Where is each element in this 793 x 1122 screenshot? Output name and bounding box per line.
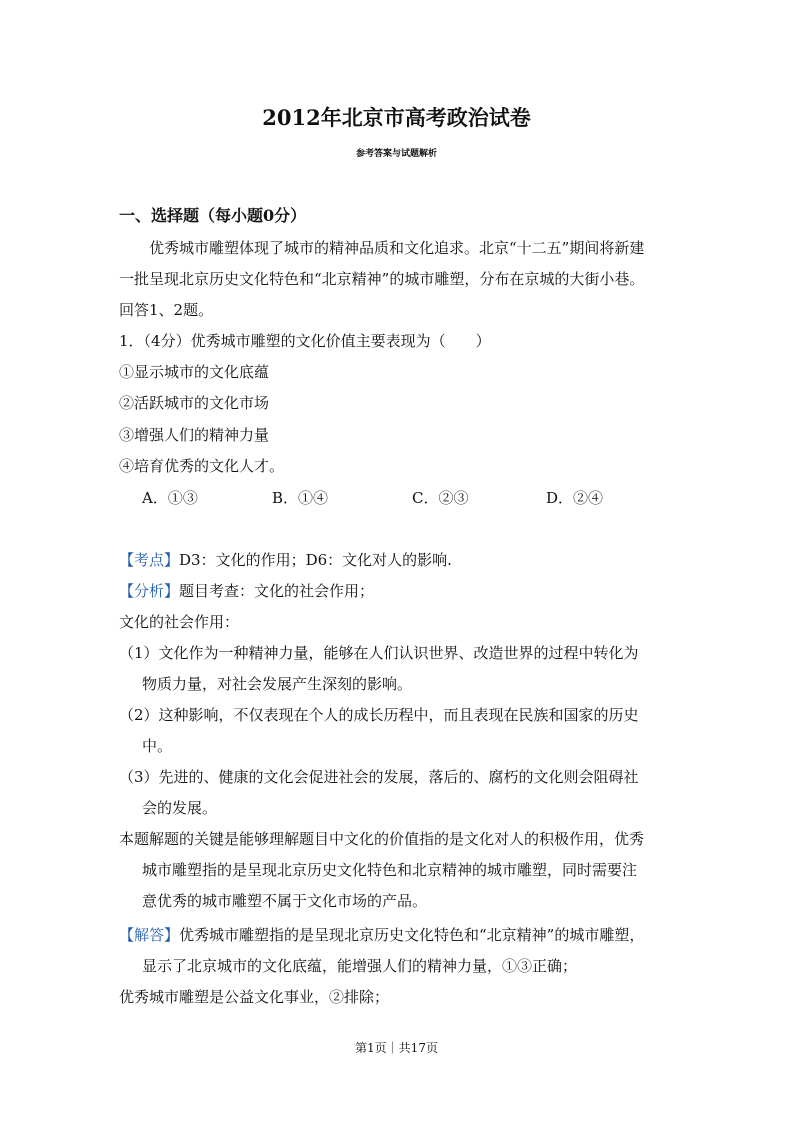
section-heading: 一、选择题（每小题0分） [119, 206, 307, 225]
jieda-line-b: 显示了北京城市的文化底蕴，能增强人们的精神力量，①③正确； [142, 957, 578, 975]
jieda-text-a: 优秀城市雕塑指的是呈现北京历史文化特色和“北京精神”的城市雕塑， [179, 926, 645, 944]
kaodian-tag: 【考点】 [119, 551, 180, 569]
jieda-line-a [119, 925, 679, 945]
key-line-c: 意优秀的城市雕塑不属于文化市场的产品。 [142, 892, 428, 910]
question-stem: 1．（4分）优秀城市雕塑的文化价值主要表现为（ ） [119, 332, 491, 350]
point-1-line-a: （1）文化作为一种精神力量，能够在人们认识世界、改造世界的过程中转化为 [119, 644, 639, 662]
page-footer: 第1页｜共17页 [355, 1041, 438, 1055]
key-line-a: 本题解题的关键是能够理解题目中文化的价值指的是文化对人的积极作用，优秀 [119, 830, 645, 848]
question-item-2: ②活跃城市的文化市场 [119, 394, 270, 412]
passage-line-1: 优秀城市雕塑体现了城市的精神品质和文化追求。北京“十二五”期间将新建 [149, 239, 645, 257]
question-item-1: ①显示城市的文化底蕴 [119, 363, 270, 381]
option-b: B．①④ [272, 489, 329, 507]
option-d: D．②④ [546, 489, 604, 507]
page-title: 2012年北京市高考政治试卷 [262, 105, 531, 130]
kaodian-text: D3：文化的作用；D6：文化对人的影响. [179, 551, 452, 569]
passage-line-3: 回答1、2题。 [119, 301, 214, 319]
point-2-line-b: 中。 [142, 737, 173, 755]
option-c: C．②③ [412, 489, 469, 507]
question-item-4: ④培育优秀的文化人才。 [119, 457, 285, 475]
fenxi-text: 题目考查：文化的社会作用； [179, 582, 375, 600]
social-heading: 文化的社会作用： [119, 613, 240, 631]
jieda-line-c: 优秀城市雕塑是公益文化事业，②排除； [119, 988, 390, 1006]
point-3-line-b: 会的发展。 [142, 799, 218, 817]
page-subtitle: 参考答案与试题解析 [355, 149, 437, 159]
option-a: A．①③ [142, 489, 198, 507]
key-line-b: 城市雕塑指的是呈现北京历史文化特色和北京精神的城市雕塑，同时需要注 [142, 861, 638, 879]
kaodian-line [119, 550, 679, 570]
passage-line-2: 一批呈现北京历史文化特色和“北京精神”的城市雕塑，分布在京城的大街小巷。 [119, 270, 645, 288]
fenxi-line [119, 581, 679, 601]
point-2-line-a: （2）这种影响，不仅表现在个人的成长历程中，而且表现在民族和国家的历史 [119, 706, 639, 724]
question-item-3: ③增强人们的精神力量 [119, 426, 270, 444]
point-3-line-a: （3）先进的、健康的文化会促进社会的发展，落后的、腐朽的文化则会阻碍社 [119, 768, 639, 786]
fenxi-tag: 【分析】 [119, 582, 180, 600]
jieda-tag: 【解答】 [119, 926, 180, 944]
point-1-line-b: 物质力量，对社会发展产生深刻的影响。 [142, 675, 413, 693]
